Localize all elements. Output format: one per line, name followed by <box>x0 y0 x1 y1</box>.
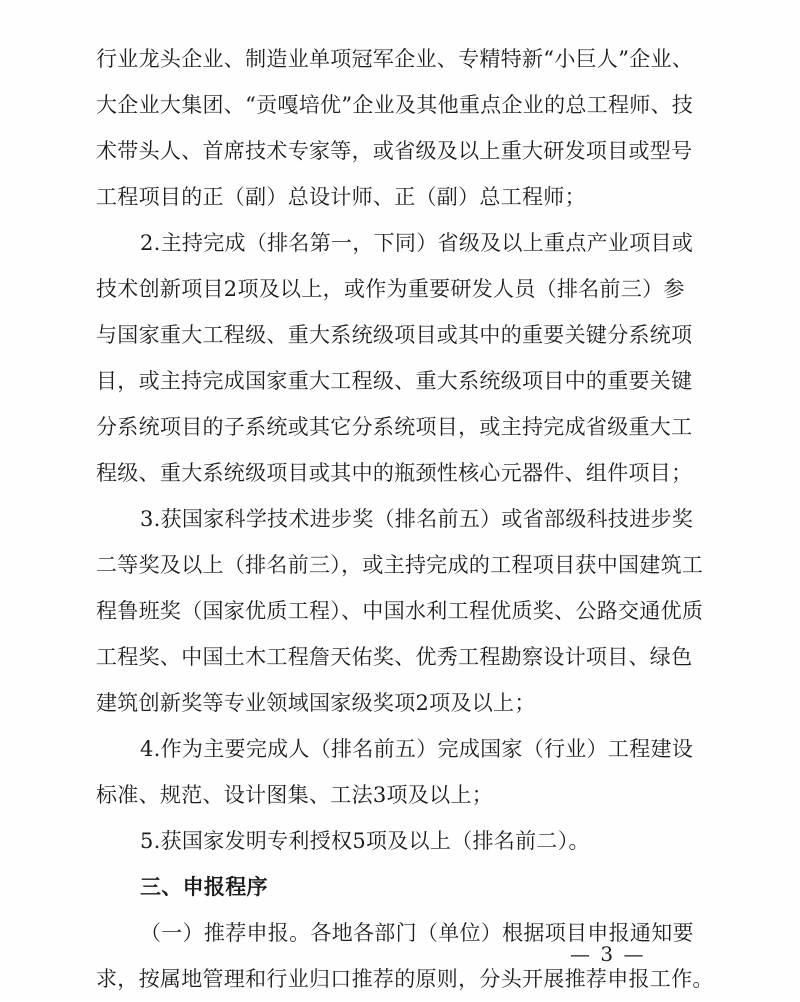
text-line-item-3: 3.获国家科学技术进步奖（排名前五）或省部级科技进步奖 <box>140 507 694 531</box>
text-line: 建筑创新奖等专业领域国家级奖项2项及以上； <box>96 691 536 715</box>
text-line: 工程项目的正（副）总设计师、正（副）总工程师； <box>96 185 586 209</box>
text-line-item-4: 4.作为主要完成人（排名前五）完成国家（行业）工程建设 <box>140 737 694 761</box>
text-line-item-5: 5.获国家发明专利授权5项及以上（排名前二）。 <box>140 829 590 853</box>
text-line: 技术创新项目2项及以上，或作为重要研发人员（排名前三）参 <box>96 277 685 301</box>
text-line: 求，按属地管理和行业归口推荐的原则，分头开展推荐申报工作。 <box>96 967 714 991</box>
text-line-item-2: 2.主持完成（排名第一，下同）省级及以上重点产业项目或 <box>140 231 694 255</box>
text-line: 分系统项目的子系统或其它分系统项目，或主持完成省级重大工 <box>96 415 693 439</box>
text-line: 行业龙头企业、制造业单项冠军企业、专精特新“小巨人”企业、 <box>96 47 694 71</box>
text-line: 目，或主持完成国家重大工程级、重大系统级项目中的重要关键 <box>96 369 693 393</box>
text-line: 术带头人、首席技术专家等，或省级及以上重大研发项目或型号 <box>96 139 693 163</box>
document-body <box>96 36 714 1002</box>
text-line: 工程奖、中国土木工程詹天佑奖、优秀工程勘察设计项目、绿色 <box>96 645 693 669</box>
text-line: 二等奖及以上（排名前三），或主持完成的工程项目获中国建筑工 <box>96 553 704 577</box>
text-line-subsection-1: （一）推荐申报。各地各部门（单位）根据项目申报通知要 <box>140 921 694 945</box>
section-heading: 三、申报程序 <box>140 875 268 899</box>
text-line: 标准、规范、设计图集、工法3项及以上； <box>96 783 494 807</box>
text-line: 程鲁班奖（国家优质工程）、中国水利工程优质奖、公路交通优质 <box>96 599 704 623</box>
text-line: 程级、重大系统级项目或其中的瓶颈性核心元器件、组件项目； <box>96 461 693 485</box>
page-number: — 3 — <box>570 942 646 966</box>
text-line: 大企业大集团、“贡嘎培优”企业及其他重点企业的总工程师、技 <box>96 93 694 117</box>
text-line: 与国家重大工程级、重大系统级项目或其中的重要关键分系统项 <box>96 323 693 347</box>
